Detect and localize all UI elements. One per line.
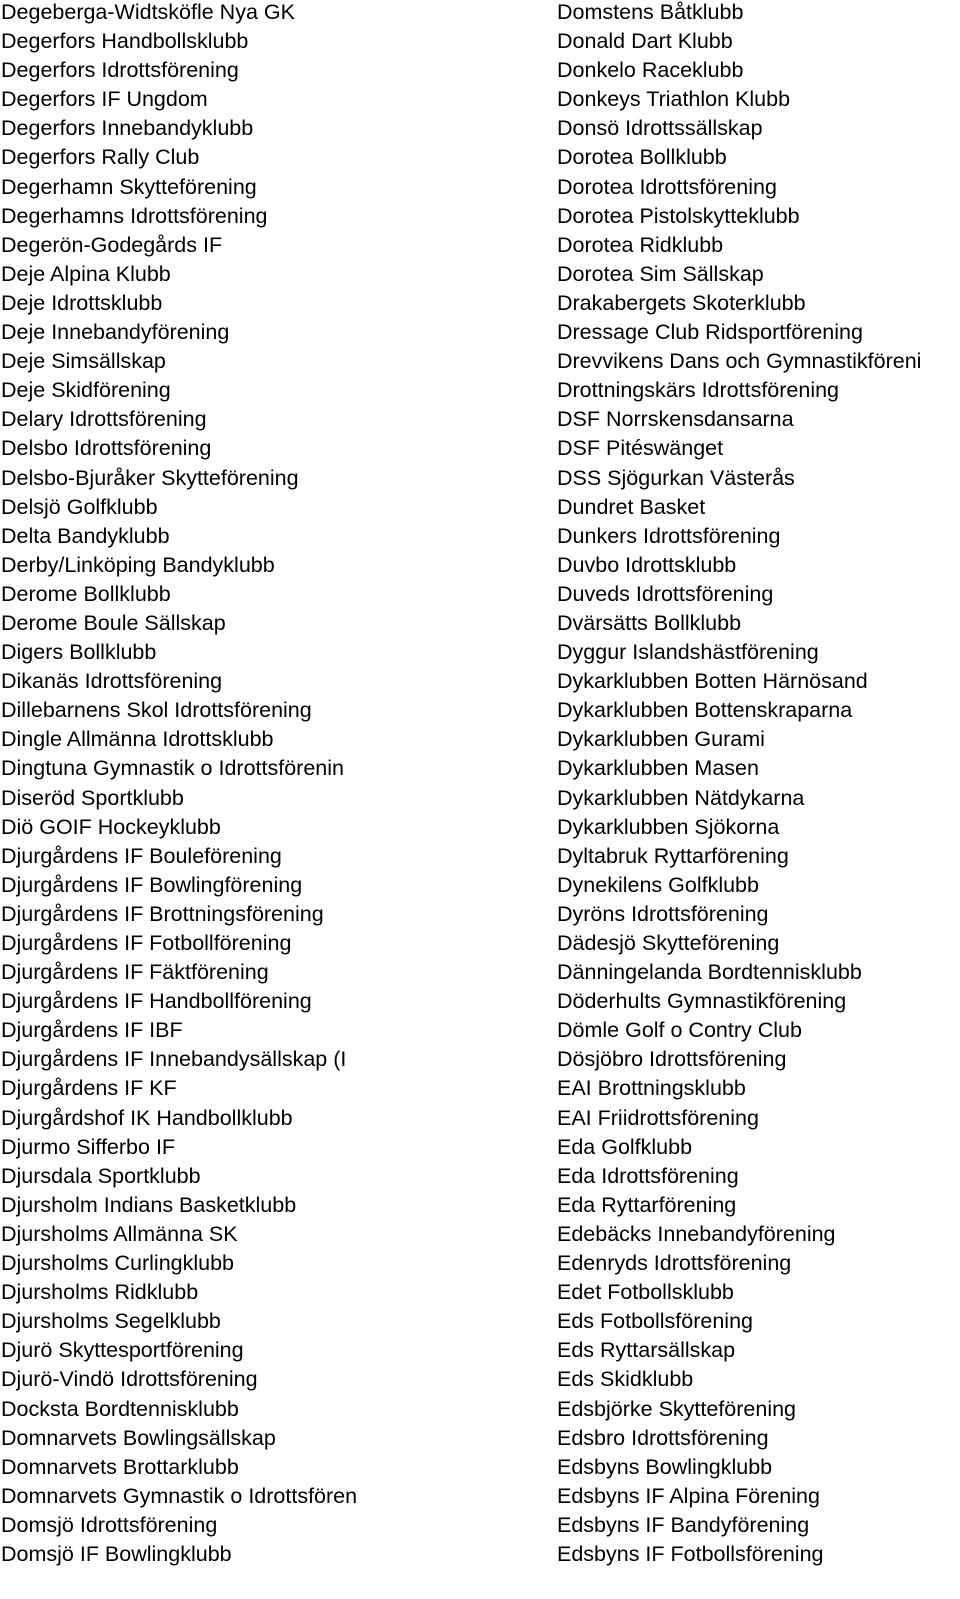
club-name: Djurö-Vindö Idrottsförening [1,1367,258,1392]
club-name: Dikanäs Idrottsförening [1,669,223,694]
club-name: Deje Innebandyförening [1,320,230,345]
club-name: Delsjö Golfklubb [1,494,158,519]
club-name: Donkeys Triathlon Klubb [557,87,791,112]
club-name: Edsbyns IF Alpina Förening [557,1483,820,1508]
club-name: Eds Ryttarsällskap [557,1338,736,1363]
club-name: Diseröd Sportklubb [1,785,184,810]
club-name: Djursholms Segelklubb [1,1309,221,1334]
club-name: Domnarvets Bowlingsällskap [1,1425,276,1450]
club-name: Dvärsätts Bollklubb [557,610,742,635]
club-name: Diö GOIF Hockeyklubb [1,814,221,839]
club-name: Dingtuna Gymnastik o Idrottsförenin [1,756,344,781]
club-name: Djursholm Indians Basketklubb [1,1192,297,1217]
club-name: Deje Alpina Klubb [1,261,171,286]
club-name: Edebäcks Innebandyförening [557,1221,836,1246]
club-name: Djurgårdens IF Bouleförening [1,843,282,868]
club-name: Edsbyns Bowlingklubb [557,1454,773,1479]
club-list-left-column [1,0,549,1571]
club-name: Duveds Idrottsförening [557,581,774,606]
club-name: Edet Fotbollsklubb [557,1280,734,1305]
club-name: Derby/Linköping Bandyklubb [1,552,275,577]
club-name: Degeberga-Widtsköfle Nya GK [1,0,295,24]
club-name: Dorotea Pistolskytteklubb [557,203,800,228]
club-name: EAI Brottningsklubb [557,1076,746,1101]
club-name: Dömle Golf o Contry Club [557,1018,802,1043]
club-name: Dykarklubben Bottenskraparna [557,698,853,723]
club-name: Dorotea Ridklubb [557,232,724,257]
club-name: Edsbjörke Skytteförening [557,1396,797,1421]
club-name: Döderhults Gymnastikförening [557,989,847,1014]
club-name: Dyltabruk Ryttarförening [557,843,789,868]
club-name: Degerfors Idrottsförening [1,58,239,83]
club-name: Degerhamn Skytteförening [1,174,257,199]
club-name: Donkelo Raceklubb [557,58,744,83]
club-name: Eda Idrottsförening [557,1163,739,1188]
club-name: Domsjö IF Bowlingklubb [1,1541,232,1566]
club-name: EAI Friidrottsförening [557,1105,759,1130]
club-name: Dillebarnens Skol Idrottsförening [1,698,312,723]
club-name: Delta Bandyklubb [1,523,170,548]
club-name: Degerfors Handbollsklubb [1,29,249,54]
club-name: Dyggur Islandshästförening [557,640,819,665]
club-name: Deje Skidförening [1,378,171,403]
club-name: Dorotea Idrottsförening [557,174,777,199]
club-name: Dädesjö Skytteförening [557,931,780,955]
club-name: Dänningelanda Bordtennisklubb [557,960,862,985]
club-name: Edenryds Idrottsförening [557,1251,792,1276]
club-name: Dykarklubben Gurami [557,727,765,752]
club-name: Djursholms Curlingklubb [1,1251,235,1276]
club-name: Djurgårdshof IK Handbollklubb [1,1105,293,1130]
club-name: Docksta Bordtennisklubb [1,1396,239,1421]
club-name: Djurö Skyttesportförening [1,1338,244,1363]
club-name: Dynekilens Golfklubb [557,872,759,897]
club-name: Djurgårdens IF Fäktförening [1,960,269,985]
club-name: Dundret Basket [557,494,706,519]
club-name: Djurgårdens IF Handbollförening [1,989,312,1014]
club-name: Deje Simsällskap [1,349,166,374]
club-name: Dykarklubben Sjökorna [557,814,780,839]
club-name: Djurgårdens IF Brottningsförening [1,901,324,926]
club-name: Domsjö Idrottsförening [1,1512,218,1537]
club-name: Drakabergets Skoterklubb [557,290,806,315]
club-name: Eda Golfklubb [557,1134,693,1159]
club-name: Dykarklubben Nätdykarna [557,785,805,810]
club-name: Degerhamns Idrottsförening [1,203,268,228]
club-name: Djurgårdens IF IBF [1,1018,183,1043]
club-name: Drevvikens Dans och Gymnastikföreni [557,349,922,374]
club-name: Eds Fotbollsförening [557,1309,753,1334]
club-name: Eda Ryttarförening [557,1192,737,1217]
club-name: Degerfors Innebandyklubb [1,116,254,141]
club-name: Djurmo Sifferbo IF [1,1134,176,1159]
club-name: Eds Skidklubb [557,1367,694,1392]
club-name: Djursholms Ridklubb [1,1280,199,1305]
club-name: Dykarklubben Botten Härnösand [557,669,868,694]
club-name: Dressage Club Ridsportförening [557,320,863,345]
club-name: Degerfors IF Ungdom [1,87,208,112]
club-name: Degerön-Godegårds IF [1,232,223,257]
club-name: Dösjöbro Idrottsförening [557,1047,787,1072]
club-name: Edsbro Idrottsförening [557,1425,769,1450]
club-name: Djursholms Allmänna SK [1,1221,238,1246]
club-name: Duvbo Idrottsklubb [557,552,737,577]
club-name: Domstens Båtklubb [557,0,744,24]
club-name: Djurgårdens IF Fotbollförening [1,931,292,955]
club-list-right-column [557,0,960,1571]
club-name: Dykarklubben Masen [557,756,759,781]
club-name: Djursdala Sportklubb [1,1163,201,1188]
club-name: Digers Bollklubb [1,640,157,665]
club-name: Edsbyns IF Bandyförening [557,1512,810,1537]
club-name: Dorotea Bollklubb [557,145,727,170]
club-name: Domnarvets Gymnastik o Idrottsfören [1,1483,358,1508]
club-name: Domnarvets Brottarklubb [1,1454,239,1479]
club-name: Donsö Idrottssällskap [557,116,763,141]
club-name: DSF Pitéswänget [557,436,724,461]
club-name: Dunkers Idrottsförening [557,523,781,548]
club-name: Delsbo Idrottsförening [1,436,212,461]
club-name: DSF Norrskensdansarna [557,407,794,432]
club-name: DSS Sjögurkan Västerås [557,465,795,490]
club-name: Deje Idrottsklubb [1,290,163,315]
club-name: Djurgårdens IF KF [1,1076,177,1101]
club-name: Djurgårdens IF Bowlingförening [1,872,303,897]
club-name: Edsbyns IF Fotbollsförening [557,1541,824,1566]
club-name: Derome Bollklubb [1,581,171,606]
club-name: Dingle Allmänna Idrottsklubb [1,727,274,752]
club-name: Dorotea Sim Sällskap [557,261,764,286]
club-name: Delary Idrottsförening [1,407,207,432]
club-name: Djurgårdens IF Innebandysällskap (I [1,1047,347,1072]
club-name: Dyröns Idrottsförening [557,901,769,926]
club-name: Donald Dart Klubb [557,29,733,54]
club-name: Delsbo-Bjuråker Skytteförening [1,465,299,490]
club-name: Degerfors Rally Club [1,145,200,170]
club-name: Drottningskärs Idrottsförening [557,378,840,403]
club-name: Derome Boule Sällskap [1,610,226,635]
